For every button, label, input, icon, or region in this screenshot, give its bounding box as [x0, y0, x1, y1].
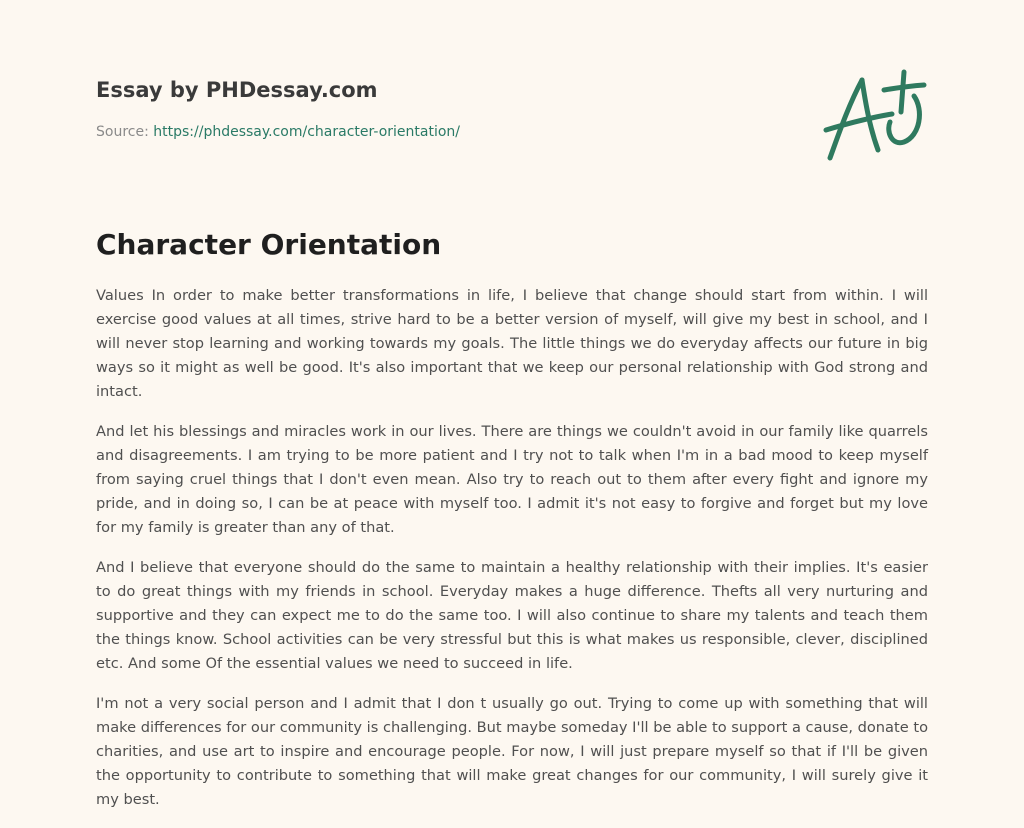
essay-title: Character Orientation — [96, 228, 442, 261]
essay-paragraph: And I believe that everyone should do the same to maintain a healthy relationship with their implies. It's easier to do great things with my friends in school. Everyday makes a huge difference. Thefts all very nurturing and supportive and they can expect me to do the same too. I will also continue to share my talents and teach them the things know. School activities can be very stressful but this is what makes us responsible, clever, disciplined etc. And some Of the essential values we need to succeed in life. — [96, 559, 928, 672]
source-label: Source: — [96, 124, 149, 140]
essay-body — [96, 284, 928, 828]
a-plus-grade-icon — [818, 66, 930, 166]
source-link[interactable]: https://phdessay.com/character-orientation/ — [153, 124, 460, 140]
source-line — [96, 122, 796, 142]
essay-paragraph: Values In order to make better transformations in life, I believe that change should start from within. I will exercise good values at all times, strive hard to be a better version of myself, will give my best in school, and I will never stop learning and working towards my goals. The little things we do everyday affects our future in big ways so it might as well be good. It's also important that we keep our personal relationship with God strong and intact. — [96, 287, 928, 400]
essay-paragraph: I'm not a very social person and I admit that I don t usually go out. Trying to come up with something that will make differences for our community is challenging. But maybe someday I'll be able to support a cause, donate to charities, and use art to inspire and encourage people. For now, I will just prepare myself so that if I'll be given the opportunity to contribute to something that will make great changes for our community, I will surely give it my best. — [96, 695, 928, 808]
site-title: Essay by PHDessay.com — [96, 78, 378, 102]
essay-paragraph: And let his blessings and miracles work in our lives. There are things we couldn't avoid in our family like quarrels and disagreements. I am trying to be more patient and I try not to talk when I'm in a bad mood to keep myself from saying cruel things that I don't even mean. Also try to reach out to them after every fight and ignore my pride, and in doing so, I can be at peace with myself too. I admit it's not easy to forgive and forget but my love for my family is greater than any of that. — [96, 423, 928, 536]
page-header — [96, 76, 796, 142]
